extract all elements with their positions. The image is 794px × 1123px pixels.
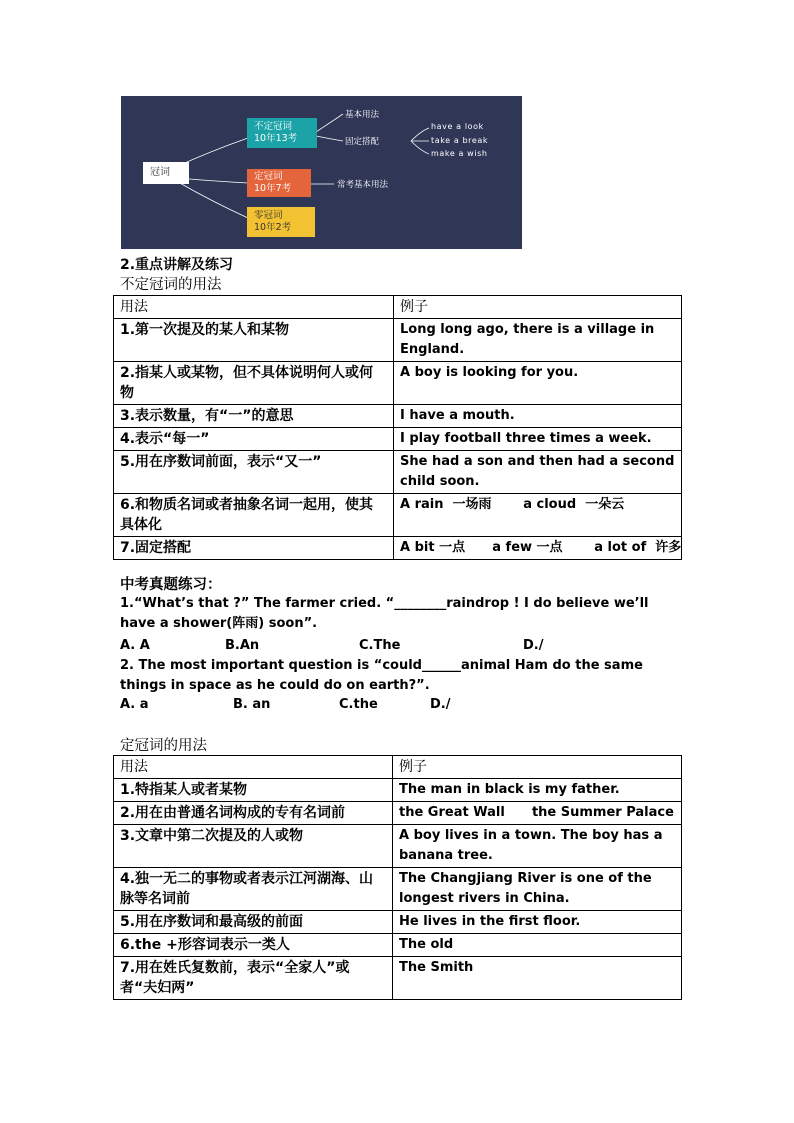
question-2-option-c: C.the — [339, 697, 378, 712]
table-row — [114, 779, 682, 802]
basic-usage-label: 基本用法 — [345, 110, 380, 120]
table-row — [114, 868, 682, 911]
usage-cell: 4.独一无二的事物或者表示江河湖海、山脉等名词前 — [114, 868, 393, 911]
definite-usage-table — [113, 755, 682, 1000]
header-example: 例子 — [393, 756, 682, 779]
table-row — [114, 802, 682, 825]
question-2-option-a: A. a — [120, 697, 149, 712]
usage-cell: 3.表示数量，有“一”的意思 — [114, 405, 394, 428]
usage-cell: 1.第一次提及的某人和某物 — [114, 319, 394, 362]
table-header-row — [114, 296, 682, 319]
phrase-item: take a break — [431, 136, 489, 145]
indefinite-usage-table — [113, 295, 682, 560]
indefinite-title: 不定冠词的用法 — [120, 277, 222, 293]
table-row — [114, 319, 682, 362]
usage-cell: 6.和物质名词或者抽象名词一起用，使其具体化 — [114, 494, 394, 537]
usage-cell: 3.文章中第二次提及的人或物 — [114, 825, 393, 868]
question-2-text: 2. The most important question is “could______animal Ham do the same things in space as he could do on earth?”. — [120, 658, 643, 693]
example-cell: the Great Wall the Summer Palace — [393, 802, 682, 825]
example-cell: The old — [393, 934, 682, 957]
zero-frequency: 10年2考 — [254, 222, 292, 233]
exam-title: 中考真题练习： — [120, 577, 222, 593]
usage-cell: 2.指某人或某物，但不具体说明何人或何物 — [114, 362, 394, 405]
example-cell: A boy is looking for you. — [394, 362, 682, 405]
definite-node — [247, 169, 311, 197]
table-row — [114, 428, 682, 451]
example-cell: I play football three times a week. — [394, 428, 682, 451]
header-usage: 用法 — [114, 296, 394, 319]
usage-cell: 7.用在姓氏复数前，表示“全家人”或者“夫妇两” — [114, 957, 393, 1000]
table-row — [114, 957, 682, 1000]
table-row — [114, 405, 682, 428]
header-usage: 用法 — [114, 756, 393, 779]
indefinite-label: 不定冠词 — [254, 121, 293, 132]
table-row — [114, 451, 682, 494]
usage-cell: 1.特指某人或者某物 — [114, 779, 393, 802]
usage-cell: 5.用在序数词前面，表示“又一” — [114, 451, 394, 494]
example-cell: I have a mouth. — [394, 405, 682, 428]
question-1-option-a: A. A — [120, 638, 150, 653]
indefinite-node — [247, 118, 317, 148]
example-cell: He lives in the first floor. — [393, 911, 682, 934]
table-row — [114, 537, 682, 560]
example-cell: The Smith — [393, 957, 682, 1000]
question-1-option-d: D./ — [523, 638, 544, 653]
root-node — [143, 162, 189, 184]
example-cell: A bit 一点 a few 一点 a lot of 许多 — [394, 537, 682, 560]
question-1-option-c: C.The — [359, 638, 401, 653]
example-cell: The man in black is my father. — [393, 779, 682, 802]
example-cell: A rain 一场雨 a cloud 一朵云 — [394, 494, 682, 537]
phrase-item: have a look — [431, 122, 484, 131]
example-cell: A boy lives in a town. The boy has a banana tree. — [393, 825, 682, 868]
indefinite-frequency: 10年13考 — [254, 133, 298, 144]
definite-label: 定冠词 — [254, 171, 283, 182]
example-cell: She had a son and then had a second child soon. — [394, 451, 682, 494]
table-header-row — [114, 756, 682, 779]
question-1-text: 1.“What’s that ?” The farmer cried. “________raindrop ! I do believe we’ll have a shower(阵雨) soon”. — [120, 596, 649, 631]
definite-note-label: 常考基本用法 — [337, 180, 389, 190]
usage-cell: 6.the +形容词表示一类人 — [114, 934, 393, 957]
usage-cell: 4.表示“每一” — [114, 428, 394, 451]
example-cell: The Changjiang River is one of the longest rivers in China. — [393, 868, 682, 911]
root-label: 冠词 — [150, 167, 170, 178]
definite-title: 定冠词的用法 — [120, 738, 207, 754]
definite-frequency: 10年7考 — [254, 183, 292, 194]
usage-cell: 7.固定搭配 — [114, 537, 394, 560]
table-row — [114, 911, 682, 934]
header-example: 例子 — [394, 296, 682, 319]
table-row — [114, 494, 682, 537]
zero-label: 零冠词 — [254, 210, 283, 221]
usage-cell: 2.用在由普通名词构成的专有名词前 — [114, 802, 393, 825]
article-mind-map — [121, 96, 522, 249]
question-1-option-b: B.An — [225, 638, 260, 653]
table-row — [114, 825, 682, 868]
table-row — [114, 362, 682, 405]
fixed-collocation-label: 固定搭配 — [345, 137, 380, 147]
example-cell: Long long ago, there is a village in England. — [394, 319, 682, 362]
usage-cell: 5.用在序数词和最高级的前面 — [114, 911, 393, 934]
question-2-option-b: B. an — [233, 697, 271, 712]
section-title: 2.重点讲解及练习 — [120, 257, 234, 273]
table-row — [114, 934, 682, 957]
question-2-option-d: D./ — [430, 697, 451, 712]
phrase-item: make a wish — [431, 149, 488, 158]
zero-node — [247, 207, 315, 237]
